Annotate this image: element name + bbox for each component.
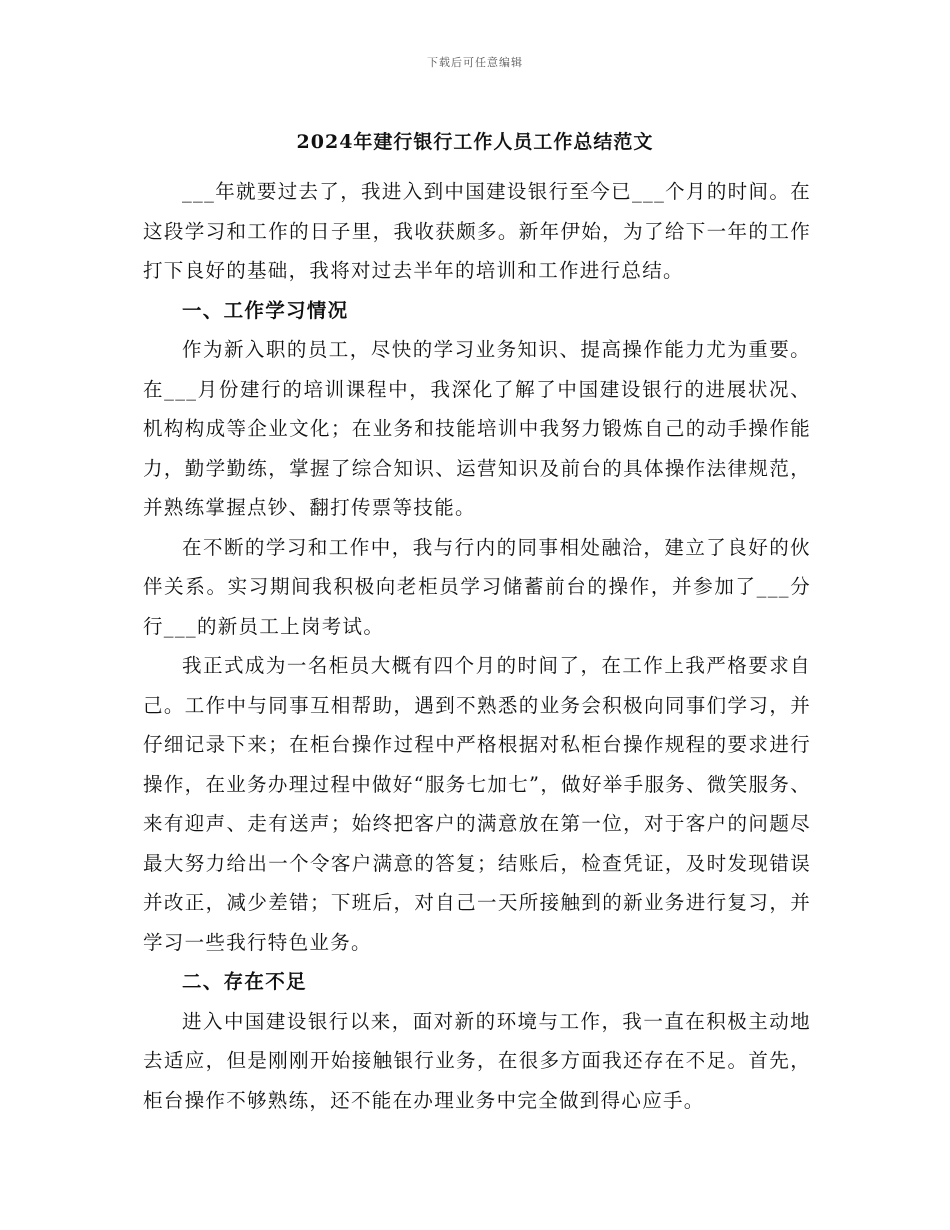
intro-paragraph: ___年就要过去了，我进入到中国建设银行至今已___个月的时间。在这段学习和工作的日子里，我收获颇多。新年伊始，为了给下一年的工作打下良好的基础，我将对过去半年的培训和工作进行总结。	[143, 180, 811, 282]
work-study-paragraph-1: 作为新入职的员工，尽快的学习业务知识、提高操作能力尤为重要。在___月份建行的培训课程中，我深化了解了中国建设银行的进展状况、机构构成等企业文化；在业务和技能培训中我努力锻炼自己的动手操作能力，勤学勤练，掌握了综合知识、运营知识及前台的具体操作法律规范，并熟练掌握点钞、翻打传票等技能。	[143, 338, 811, 519]
work-study-paragraph-3: 我正式成为一名柜员大概有四个月的时间了，在工作上我严格要求自己。工作中与同事互相帮助，遇到不熟悉的业务会积极向同事们学习，并仔细记录下来；在柜台操作过程中严格根据对私柜台操作规程的要求进行操作，在业务办理过程中做好“服务七加七”，做好举手服务、微笑服务、来有迎声、走有送声；始终把客户的满意放在第一位，对于客户的问题尽最大努力给出一个令客户满意的答复；结账后，检查凭证，及时发现错误并改正，减少差错；下班后，对自己一天所接触到的新业务进行复习，并学习一些我行特色业务。	[143, 654, 811, 954]
work-study-paragraph-2: 在不断的学习和工作中，我与行内的同事相处融洽，建立了良好的伙伴关系。实习期间我积极向老柜员学习储蓄前台的操作，并参加了___分行___的新员工上岗考试。	[143, 535, 811, 638]
shortcomings-paragraph-1: 进入中国建设银行以来，面对新的环境与工作，我一直在积极主动地去适应，但是刚刚开始接触银行业务，在很多方面我还存在不足。首先，柜台操作不够熟练，还不能在办理业务中完全做到得心应手。	[143, 1009, 811, 1112]
header-note: 下载后可任意编辑	[427, 56, 523, 69]
section-heading-work-study: 一、工作学习情况	[182, 298, 349, 322]
document-body	[143, 172, 811, 1120]
document-title: 2024年建行银行工作人员工作总结范文	[296, 131, 654, 153]
section-heading-shortcomings: 二、存在不足	[182, 970, 307, 993]
